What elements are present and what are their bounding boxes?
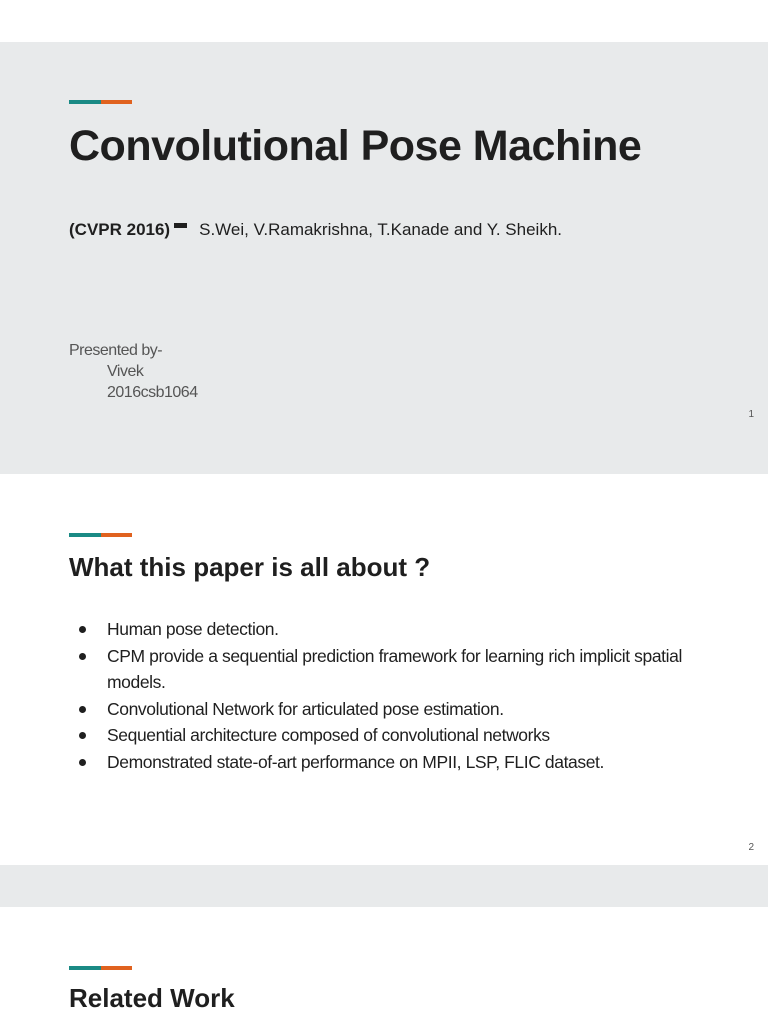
bullet-dot-icon [79, 626, 86, 633]
bullet-dot-icon [79, 653, 86, 660]
bullet-dot-icon [79, 759, 86, 766]
list-item-text: Convolutional Network for articulated pose estimation. [107, 698, 504, 719]
list-item-text: CPM provide a sequential prediction framework for learning rich implicit spatial models. [107, 645, 682, 692]
bullet-dot-icon [79, 732, 86, 739]
page-gap [0, 0, 768, 42]
slide-title: What this paper is all about ? [69, 552, 431, 582]
slide-2 [0, 474, 768, 865]
bullet-dot-icon [79, 706, 86, 713]
slide-title: Related Work [69, 983, 235, 1013]
dash-separator [174, 223, 187, 228]
bullet-list [69, 616, 709, 775]
presented-by-label: Presented by- [69, 342, 163, 359]
slide-title: Convolutional Pose Machine [69, 122, 642, 170]
accent-bar [69, 966, 132, 970]
slide-3 [0, 907, 768, 1024]
page-number: 1 [748, 409, 754, 420]
presenter-id: 2016csb1064 [107, 384, 198, 401]
presenter-name: Vivek [107, 363, 144, 380]
list-item-text: Human pose detection. [107, 619, 279, 639]
slide-1 [0, 42, 768, 432]
accent-orange [101, 100, 132, 104]
accent-orange [101, 966, 132, 970]
paper-citation [69, 220, 562, 240]
page-number: 2 [748, 842, 754, 853]
accent-orange [101, 533, 132, 537]
accent-teal [69, 966, 101, 970]
list-item [69, 616, 709, 643]
list-item [69, 696, 709, 723]
presenter-block [69, 340, 198, 403]
list-item [69, 749, 709, 776]
accent-bar [69, 100, 132, 104]
list-item-text: Demonstrated state-of-art performance on MPII, LSP, FLIC dataset. [107, 751, 604, 772]
accent-teal [69, 533, 101, 537]
authors-text: S.Wei, V.Ramakrishna, T.Kanade and Y. Sheikh. [199, 220, 563, 239]
accent-teal [69, 100, 101, 104]
list-item-text: Sequential architecture composed of convolutional networks [107, 725, 550, 745]
accent-bar [69, 533, 132, 537]
list-item [69, 722, 709, 749]
list-item [69, 643, 709, 696]
venue-label: (CVPR 2016) [69, 220, 171, 239]
